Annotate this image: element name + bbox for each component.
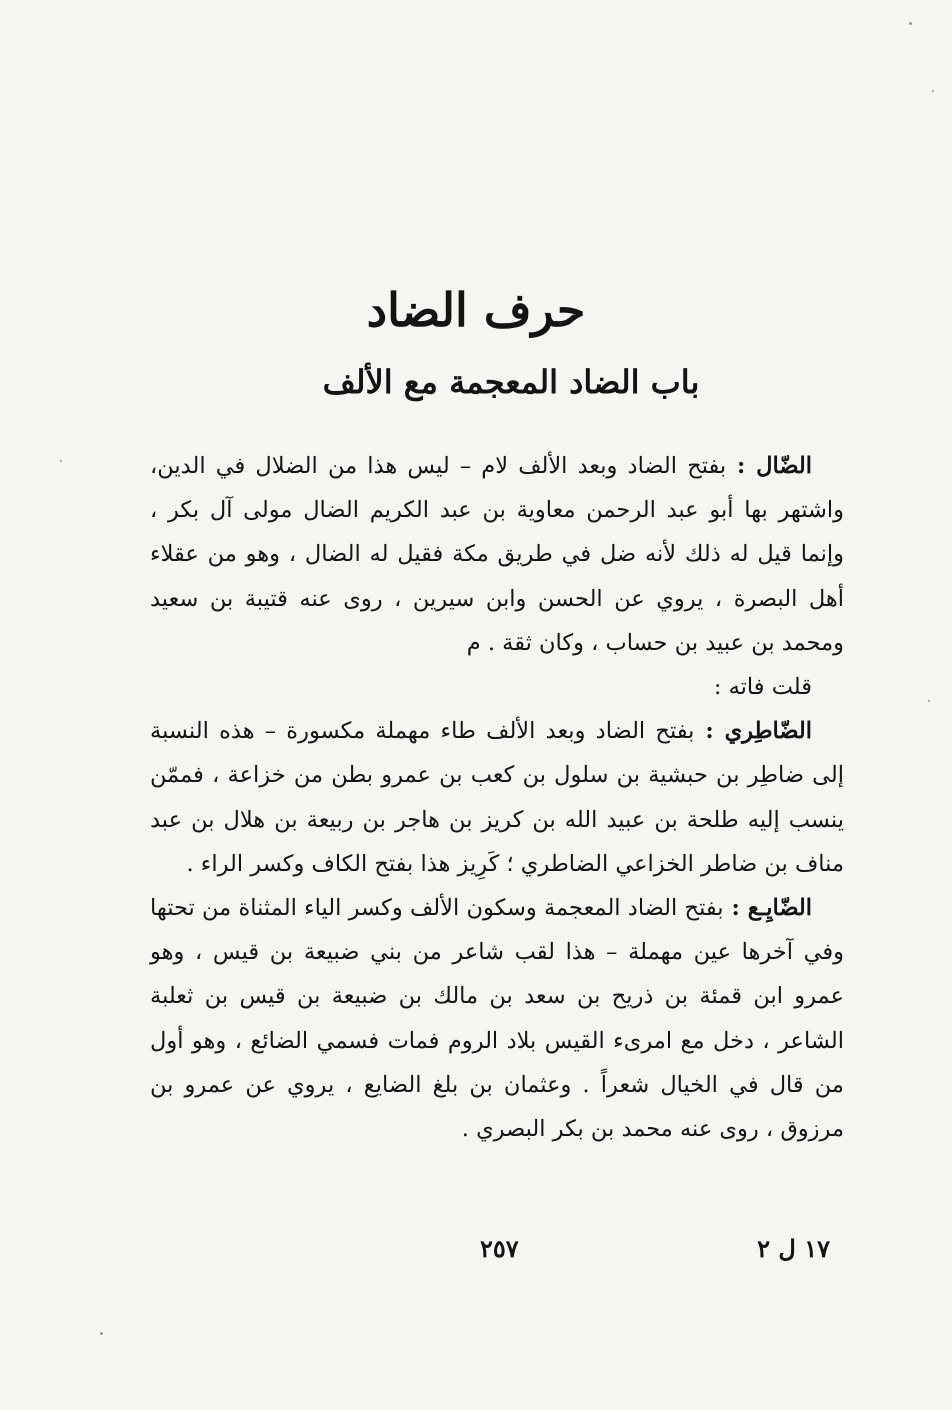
entry-separator: : — [694, 718, 725, 745]
entry-paragraph — [150, 444, 844, 665]
paper-speck — [928, 700, 930, 702]
entry-text: بفتح الضاد وبعد الألف طاء مهملة مكسورة – هذه النسبة إلى ضاطِر بن حبشية بن سلول بن كعب بن عمرو بطن من خزاعة ، فممّن ينسب إليه طلحة بن عبيد الله بن كريز بن هاجر بن ربيعة بن هلال بن عبد مناف بن ضاطر الخزاعي الضاطري ؛ كَرِيز هذا بفتح الكاف وكسر الراء . — [150, 718, 844, 877]
entry-term: الضّايِـع — [747, 895, 812, 922]
signature-mark: ١٧ ل ٢ — [757, 1234, 830, 1263]
entries-body — [150, 444, 844, 1151]
editor-note — [150, 665, 844, 709]
paper-speck — [932, 90, 934, 92]
entry-separator: : — [726, 453, 757, 479]
chapter-heading: حرف الضاد — [366, 283, 586, 337]
entry-text: بفتح الضاد وبعد الألف لام – ليس هذا من الضلال في الدين، واشتهر بها أبو عبد الرحمن معاوية بن عبد الكريم الضال مولى آل بكر ، وإنما قيل له ذلك لأنه ضل في طريق مكة فقيل له الضال ، وهو من عقلاء أهل البصرة ، يروي عن الحسن وابن سيرين ، روى عنه قتيبة بن سعيد ومحمد بن عبيد بن حساب ، وكان ثقة . م — [150, 453, 844, 656]
page-footer — [150, 1234, 830, 1270]
page-number: ٢٥٧ — [480, 1234, 519, 1263]
entry-term: الضّاطِري — [724, 718, 812, 745]
entry-paragraph — [150, 709, 844, 886]
entry-text: بفتح الضاد المعجمة وسكون الألف وكسر الياء المثناة من تحتها وفي آخرها عين مهملة – هذا لقب شاعر من بني ضبيعة بن قيس ، وهو عمرو ابن قمئة بن ذريح بن سعد بن مالك بن ضبيعة بن قيس بن ثعلبة الشاعر ، دخل مع امرىء القيس بلاد الروم فمات فسمي الضائع ، وهو أول من قال في الخيال شعراً . وعثمان بن بلغ الضايع ، يروي عن عمرو بن مرزوق ، روى عنه محمد بن بكر البصري . — [150, 895, 844, 1143]
paper-speck — [909, 22, 912, 25]
entry-paragraph — [150, 886, 844, 1151]
note-text: قلت فاته : — [713, 674, 812, 701]
paper-speck — [100, 1332, 103, 1335]
entry-term: الضّال — [756, 453, 812, 479]
paper-speck — [60, 460, 62, 462]
section-subheading: باب الضاد المعجمة مع الألف — [322, 363, 700, 401]
entry-separator: : — [723, 895, 748, 922]
